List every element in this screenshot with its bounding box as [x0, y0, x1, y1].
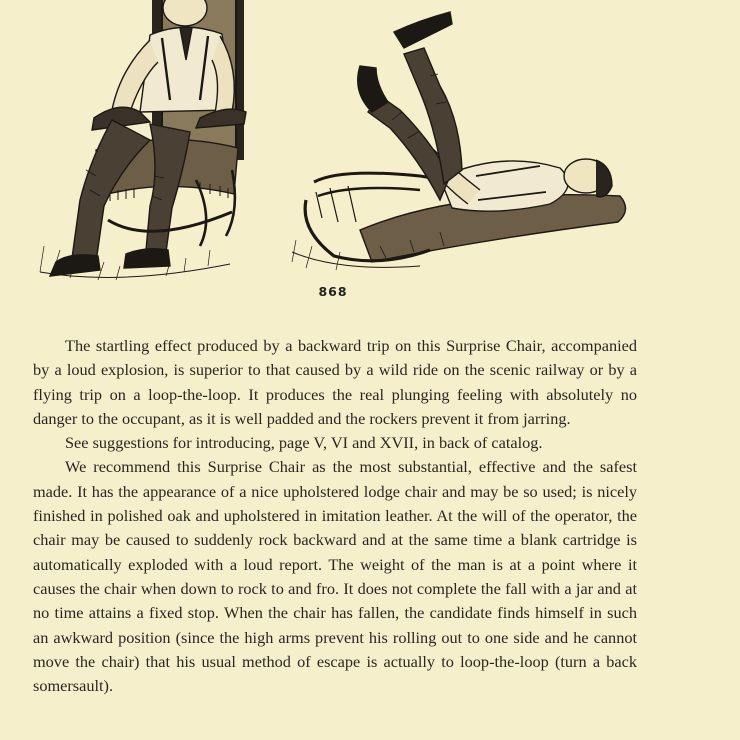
description-text — [33, 334, 637, 698]
paragraph-suggestions: See suggestions for introducing, page V, VI and XVII, in back of catalog. — [65, 433, 543, 453]
seated-man-figure — [40, 0, 246, 280]
surprise-chair-illustration — [0, 0, 740, 285]
figure-number: 868 — [318, 284, 348, 299]
paragraph-intro: The startling effect produced by a backward trip on this Surprise Chair, accompanied by a loud explosion, is superior to that caused by a wild ride on the scenic railway or by a flying trip on a loop-the-loop. It produces the real plunging feeling with absolutely no danger to the occupant, as it is well padded and the rockers prevent it from jarring. — [33, 336, 637, 428]
paragraph-recommendation: We recommend this Surprise Chair as the most substantial, effective and the safest made. It has the appearance of a nice upholstered lodge chair and may be so used; is nicely finished in polished oak and upholstered in imitation leather. At the will of the operator, the chair may be caused to suddenly rock backward and at the same time a blank cartridge is automatically exploded with a loud report. The weight of the man is at a point where it causes the chair when down to rock to and fro. It does not complete the fall with a jar and at no time attains a fixed stop. When the chair has fallen, the candidate finds himself in such an awkward position (since the high arms prevent his rolling out to one side and he cannot move the chair) that his usual method of escape is actually to loop-the-loop (turn a back somersault). — [33, 457, 637, 696]
tipped-man-figure — [292, 12, 626, 270]
